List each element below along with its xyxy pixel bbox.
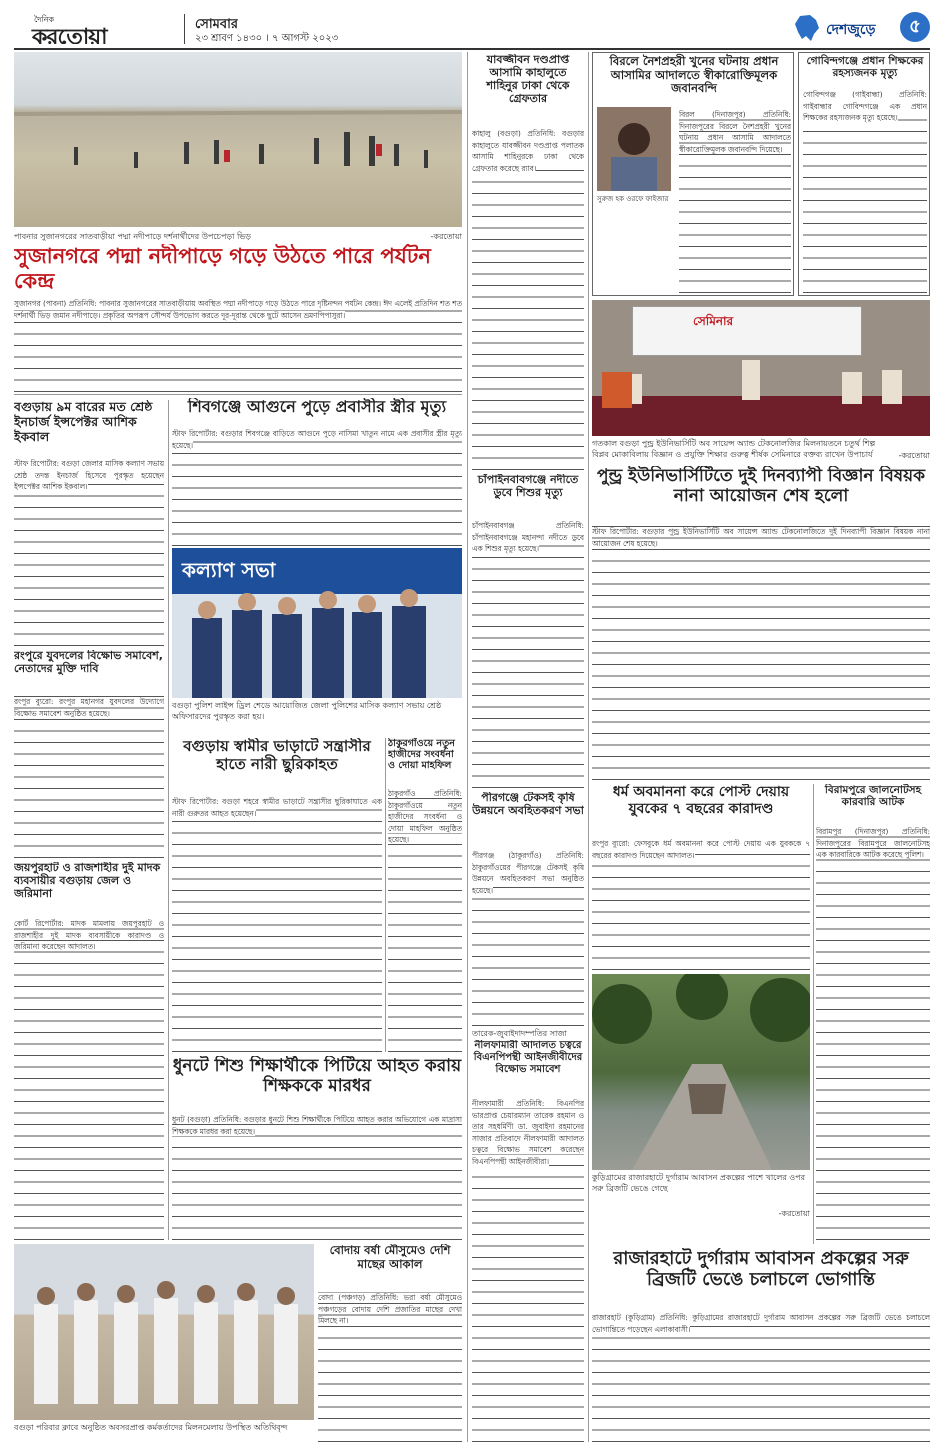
story4-headline: রংপুরে যুবদলের বিক্ষোভ সমাবেশ, নেতাদের মুক্তি দাবি: [14, 650, 163, 675]
story13-body-text: নীলফামারী প্রতিনিধি: বিএনপির ভারপ্রাপ্ত চেয়ারম্যান তারেক রহমান ও তার সহধর্মিণী ডা. জুবাইদা রহমানের সাজার প্রতিবাদে নীলফামারী আদালত চত্বরে বিক্ষোভ সমাবেশ করেছেন বিএনপিপন্থী আইনজীবীরা।: [472, 1099, 584, 1166]
portrait-illustration: [597, 107, 671, 191]
seminar-banner-text: সেমিনার: [693, 314, 734, 328]
story4-body-text: রংপুর ব্যুরো: রংপুর মহানগর যুবদলের উদ্যোগে বিক্ষোভ সমাবেশ অনুষ্ঠিত হয়েছে।: [14, 697, 164, 718]
welfare-banner-text: কল্যাণ সভা: [182, 558, 276, 582]
column-divider: [467, 52, 468, 1442]
story13-headline: নীলফামারী আদালত চত্বরে বিএনপিপন্থী আইনজীবীদের বিক্ষোভ সমাবেশ: [473, 1040, 583, 1075]
police-welfare-photo: [172, 548, 462, 698]
story11-body: [472, 520, 584, 788]
issue-day: সোমবার: [195, 17, 239, 32]
story15-body: [803, 89, 927, 293]
story12-body-text: পীরগঞ্জ (ঠাকুরগাঁও) প্রতিনিধি: ঠাকুরগাঁওয়ের পীরগঞ্জে টেকসই কৃষি উন্নয়নে অবহিতকরণ সভা অনুষ্ঠিত হয়েছে।: [472, 851, 584, 895]
divider: [14, 394, 462, 395]
seminar-photo-caption: গতকাল বগুড়া পুন্ড্র ইউনিভার্সিটি অব সায়েন্স অ্যান্ড টেকনোলজির মিলনায়তনে চতুর্থ শিল্প বিপ্লব মোকাবিলায় বিজ্ঞান ও প্রযুক্তি শিক্ষার গুরুত্ব শীর্ষক সেমিনারে বক্তব্য রাখেন উপাচার্য: [592, 439, 876, 459]
section-badge: [792, 12, 930, 44]
beach-photo-caption: পাবনার সুজানগরের সাতবাড়ীয়া পদ্মা নদীপাড়ে দর্শনার্থীদের উপচেপড়া ভিড়: [14, 232, 251, 241]
story6-body-text: কোর্ট রিপোর্টার: মাদক মামলায় জয়পুরহাট ও রাজশাহীর দুই মাদক ব্যবসায়ীকে কারাদণ্ড ও জরিমানা করেছেন আদালত।: [14, 919, 164, 951]
story7-body-text: ঠাকুরগাঁও প্রতিনিধি: ঠাকুরগাঁওয়ে নতুন হাজীদের সংবর্ধনা ও দোয়া মাহফিল অনুষ্ঠিত হয়েছে।: [388, 789, 462, 844]
story11-body-text: চাঁপাইনবাবগঞ্জ প্রতিনিধি: চাঁপাইনবাবগঞ্জে মহানন্দা নদীতে ডুবে এক শিশুর মৃত্যু হয়েছে।: [472, 521, 584, 553]
story2-body-text: স্টাফ রিপোর্টার: বগুড়া জেলার মাসিক কল্যাণ সভায় শ্রেষ্ঠ তদন্ত ইনচার্জ হিসেবে পুরস্কৃত হয়েছেন ইন্সপেক্টর আশিক ইকবাল।: [14, 459, 164, 491]
story1-body: [14, 298, 462, 392]
beach-photo: [14, 52, 462, 227]
column-divider: [588, 52, 589, 1442]
bridge-photo-credit: -করতোয়া: [778, 1209, 810, 1218]
story9-body: [318, 1292, 462, 1442]
story5-headline: বগুড়ায় স্বামীর ভাড়াটে সন্ত্রাসীর হাতে নারী ছুরিকাহত: [183, 738, 371, 773]
retired-officers-caption: বগুড়া পরিবার ক্লাবে অনুষ্ঠিত অবসরপ্রাপ্ত কর্মকর্তাদের মিলনমেলায় উপস্থিত অতিথিবৃন্দ: [14, 1423, 288, 1432]
bangladesh-map-icon: [792, 14, 822, 42]
story13-body: [472, 1098, 584, 1442]
officers-illustration: [172, 548, 462, 698]
story3-headline: শিবগঞ্জে আগুনে পুড়ে প্রবাসীর স্ত্রীর মৃত্যু: [187, 398, 447, 416]
story18-body: [816, 826, 930, 1240]
accused-portrait: [597, 107, 671, 191]
story9-body-text: বোদা (পঞ্চগড়) প্রতিনিধি: ভরা বর্ষা মৌসুমেও পঞ্চগড়ের বোদায় দেশি প্রজাতির মাছের দেখা মিলছে না।: [318, 1293, 462, 1325]
story3-body-text: স্টাফ রিপোর্টার: বগুড়ার শিবগঞ্জে বাড়িতে আগুনে পুড়ে নাসিমা খাতুন নামে এক প্রবাসীর স্ত্রীর মৃত্যু হয়েছে।: [172, 429, 462, 450]
bridge-illustration: [592, 974, 810, 1170]
story14-box: [592, 52, 794, 296]
story9-headline: বোদায় বর্ষা মৌসুমেও দেশি মাছের আকাল: [329, 1244, 451, 1271]
group-photo-illustration: [14, 1244, 314, 1420]
story12-body: [472, 850, 584, 1026]
story2-body: [14, 458, 164, 646]
story19-body-text: রাজারহাট (কুড়িগ্রাম) প্রতিনিধি: কুড়িগ্রামের রাজারহাটে দুর্গারাম আবাসন প্রকল্পের সরু ব্রিজটি ভেঙে চলাচলে ভোগান্তিতে পড়েছেন এলাকাবাসী।: [592, 1313, 930, 1334]
seminar-stage-illustration: [592, 300, 930, 436]
beach-crowd-illustration: [14, 52, 462, 227]
column-divider: [168, 400, 169, 1240]
story15-body-text: গোবিন্দগঞ্জ (গাইবান্ধা) প্রতিনিধি: গাইবান্ধার গোবিন্দগঞ্জে এক প্রধান শিক্ষকের রহস্যজনক মৃত্যু হয়েছে।: [803, 90, 927, 122]
story5-body-text: স্টাফ রিপোর্টার: বগুড়া শহরে স্বামীর ভাড়াটে সন্ত্রাসীর ছুরিকাঘাতে এক নারী গুরুতর আহত হয়েছেন।: [172, 797, 382, 818]
story14-body: [679, 109, 791, 293]
story10-headline: যাবজ্জীবন দণ্ডপ্রাপ্ত আসামি কাহালুতে শাহিনুর ঢাকা থেকে গ্রেফতার: [486, 54, 570, 105]
seminar-photo: [592, 300, 930, 436]
bridge-photo-caption: কুড়িগ্রামের রাজারহাটে দুর্গারাম আবাসন প্রকল্পের পাশে খালের ওপর সরু ব্রিজটি ভেঙে গেছে: [592, 1173, 806, 1193]
story7-headline: ঠাকুরগাঁওয়ে নতুন হাজীদের সংবর্ধনা ও দোয়া মাহফিল: [388, 738, 455, 772]
story17-body-text: রংপুর ব্যুরো: ফেসবুকে ধর্ম অবমাননা করে পোস্ট দেয়ায় এক যুবককে ৭ বছরের কারাদণ্ড দিয়েছেন আদালত।: [592, 839, 810, 860]
issue-date: ২৩ শ্রাবণ ১৪৩০ । ৭ আগস্ট ২০২৩: [195, 33, 339, 44]
story7-body: [388, 788, 462, 1052]
story12-headline: পীরগঞ্জে টেকসই কৃষি উন্নয়নে অবহিতকরণ সভা: [472, 792, 584, 817]
story1-headline: সুজানগরে পদ্মা নদীপাড়ে গড়ে উঠতে পারে পর্যটন কেন্দ্র: [14, 244, 431, 293]
story14-body-text: বিরল (দিনাজপুর) প্রতিনিধি: দিনাজপুরের বিরলে নৈশপ্রহরী খুনের ঘটনায় প্রধান আসামি আদালতে স্বীকারোক্তিমূলক জবানবন্দি দিয়েছে।: [679, 110, 791, 154]
story1-body-text: সুজানগর (পাবনা) প্রতিনিধি: পাবনার সুজানগরের সাতবাড়ীয়ায় অবস্থিত পদ্মা নদীপাড়ে গড়ে উঠতে পারে দৃষ্টিনন্দন পর্যটন কেন্দ্র। ঈদ এলেই প্রতিদিন শত শত দর্শনার্থী ভিড় জমান নদীপাড়ে। প্রকৃতির অপরূপ সৌন্দর্য উপভোগ করতে দূর-দূরান্ত থেকে ছুটে আসেন ভ্রমণপিপাসুরা।: [14, 299, 462, 320]
story6-body: [14, 918, 164, 1240]
story5-body: [172, 796, 382, 1052]
story15-box: [798, 52, 930, 296]
story16-body-text: স্টাফ রিপোর্টার: বগুড়ার পুন্ড্র ইউনিভার্সিটি অব সায়েন্স অ্যান্ড টেকনোলজিতে দুই দিনব্যাপী বিজ্ঞান বিষয়ক নানা আয়োজন শেষ হয়েছে।: [592, 527, 930, 548]
seminar-photo-credit: -করতোয়া: [898, 451, 930, 460]
column-divider: [385, 738, 386, 1052]
brand-name: করতোয়া: [32, 25, 107, 44]
brand-prefix: দৈনিক: [34, 15, 55, 24]
newspaper-logo: [28, 14, 178, 44]
portrait-caption: সুরুজ হক ওরফে ফাইজার: [597, 195, 669, 203]
story3-body: [172, 428, 462, 546]
story10-body: [472, 128, 584, 470]
story16-headline: পুন্ড্র ইউনিভার্সিটিতে দুই দিনব্যাপী বিজ্ঞান বিষয়ক নানা আয়োজন শেষ হলো: [596, 466, 926, 507]
story10-body-text: কাহালু (বগুড়া) প্রতিনিধি: বগুড়ার কাহালুতে যাবজ্জীবন দণ্ডপ্রাপ্ত পলাতক আসামি শাহিনুরকে ঢাকা থেকে গ্রেফতার করেছে র‍্যাব।: [472, 129, 584, 173]
story4-body: [14, 696, 164, 858]
page-number: ৫: [900, 12, 930, 42]
story17-headline: ধর্ম অবমাননা করে পোস্ট দেয়ায় যুবকের ৭ বছরের কারাদণ্ড: [612, 784, 790, 817]
story13-kicker: তারেক-জুবাইদাদম্পতির সাজা: [472, 1029, 567, 1038]
police-photo-caption: বগুড়া পুলিশ লাইন্স ড্রিল শেডে আয়োজিত জেলা পুলিশের মাসিক কল্যাণ সভায় শ্রেষ্ঠ অফিসারদের পুরস্কৃত করা হয়।: [172, 701, 442, 721]
story19-headline: রাজারহাটে দুর্গারাম আবাসন প্রকল্পের সরু ব্রিজটি ভেঙে চলাচলে ভোগান্তি: [613, 1248, 909, 1291]
column-divider: [813, 784, 814, 1244]
story18-headline: বিরামপুরে জালনোটসহ কারবারি আটক: [824, 784, 922, 809]
section-title: দেশজুড়ে: [826, 22, 876, 38]
beach-photo-credit: -করতোয়া: [430, 232, 462, 241]
story6-headline: জয়পুরহাট ও রাজশাহীর দুই মাদক ব্যবসায়ীর বগুড়ায় জেল ও জরিমানা: [14, 862, 161, 900]
story8-body: [172, 1114, 462, 1240]
story15-headline: গোবিন্দগঞ্জে প্রধান শিক্ষকের রহস্যজনক মৃত্যু: [806, 55, 924, 80]
story8-body-text: ধুনট (বগুড়া) প্রতিনিধি: বগুড়ার ধুনটে শিশু শিক্ষার্থীকে পিটিয়ে আহত করার অভিযোগে এক মাদ্রাসা শিক্ষককে মারধর করা হয়েছে।: [172, 1115, 462, 1136]
story8-headline: ধুনটে শিশু শিক্ষার্থীকে পিটিয়ে আহত করায় শিক্ষককে মারধর: [172, 1056, 462, 1097]
story2-headline: বগুড়ায় ৯ম বারের মত শ্রেষ্ঠ ইনচার্জ ইন্সপেক্টর আশিক ইকবাল: [14, 400, 153, 444]
story14-headline: বিরলে নৈশপ্রহরী খুনের ঘটনায় প্রধান আসামির আদালতে স্বীকারোক্তিমূলক জবানবন্দি: [609, 54, 779, 96]
retired-officers-photo: [14, 1244, 314, 1420]
masthead-rule: [14, 48, 930, 50]
story11-headline: চাঁপাইনবাবগঞ্জে নদীতে ডুবে শিশুর মৃত্যু: [477, 474, 579, 499]
broken-bridge-photo: [592, 974, 810, 1170]
story16-body: [592, 526, 930, 780]
masthead-divider: [184, 14, 185, 44]
story17-body: [592, 838, 810, 970]
story19-body: [592, 1312, 930, 1442]
story18-body-text: বিরামপুর (দিনাজপুর) প্রতিনিধি: দিনাজপুরের বিরামপুরে জালনোটসহ এক কারবারিকে আটক করেছে পুলিশ।: [816, 827, 930, 859]
